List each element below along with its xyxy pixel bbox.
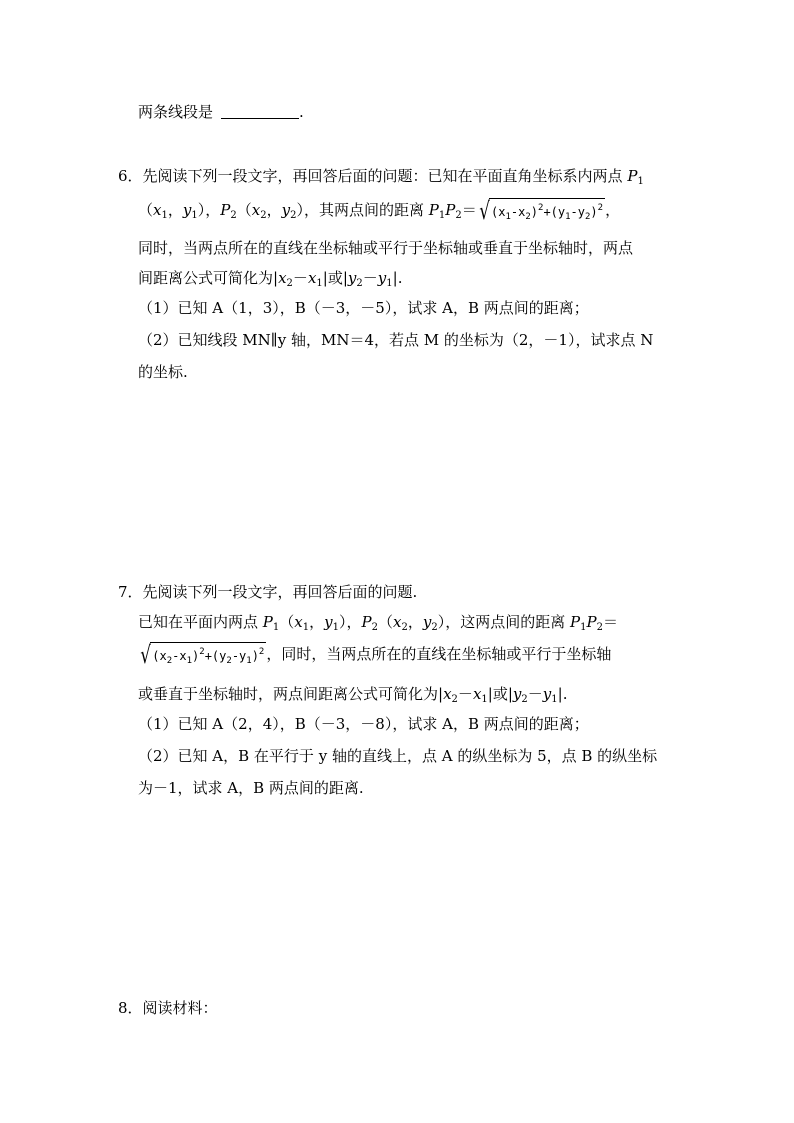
q6-line1: 6．先阅读下列一段文字，再回答后面的问题：已知在平面直角坐标系内两点 $P_1$ [118,167,644,187]
q7-number: 7． [118,583,143,601]
q7-line1: 7．先阅读下列一段文字，再回答后面的问题. [118,583,418,601]
q7-subq1: （1）已知 A（2，4），B（－3，－8），试求 A，B 两点间的距离； [138,715,589,733]
q7-line3: √ $(x_2-x_1)^2+(y_2-y_1)^2$ ，同时，当两点所在的直线在坐标轴或平行于坐标轴 [138,642,611,668]
q6-line3: 同时，当两点所在的直线在坐标轴或平行于坐标轴或垂直于坐标轴时，两点 [138,239,634,257]
q8-line1: 8．阅读材料： [118,999,218,1017]
q7-line4: 或垂直于坐标轴时，两点间距离公式可简化为$|x_2-x_1|$或$|y_2-y_1|$. [138,685,568,705]
answer-blank[interactable] [221,104,299,119]
q6-subq2-cont: 的坐标. [138,363,188,381]
q7-subq2: （2）已知 A，B 在平行于 y 轴的直线上，点 A 的纵坐标为 5，点 B 的纵坐标 [138,747,658,765]
q7-line2: 已知在平面内两点 $P_1(x_1$，$y_1$），$P_2(x_2$，$y_2$），这两点间的距离 $P_1P_2=$ [138,613,618,633]
q6-subq2: （2）已知线段 MN∥y 轴，MN＝4，若点 M 的坐标为（2，－1），试求点 N [138,331,654,349]
q5-tail: 两条线段是 . [138,103,304,121]
q6-line2: （$x_1$，$y_1$），$P_2(x_2$，$y_2$），其两点间的距离 $P_1P_2=$ √ $(x_1-x_2)^2+(y_1-y_2)^2$ ， [138,197,621,225]
q7-subq2-cont: 为－1，试求 A，B 两点间的距离. [138,779,364,797]
q6-number: 6． [118,167,143,185]
q6-subq1: （1）已知 A（1，3），B（－3，－5），试求 A，B 两点间的距离； [138,299,589,317]
distance-formula-sqrt: √ $(x_2-x_1)^2+(y_2-y_1)^2$ [140,641,265,669]
q8-number: 8． [118,999,143,1017]
distance-formula-sqrt: √ $(x_1-x_2)^2+(y_1-y_2)^2$ [479,197,604,225]
q6-line4: 间距离公式可简化为$|x_2-x_1|$或$|y_2-y_1|$. [138,269,403,289]
